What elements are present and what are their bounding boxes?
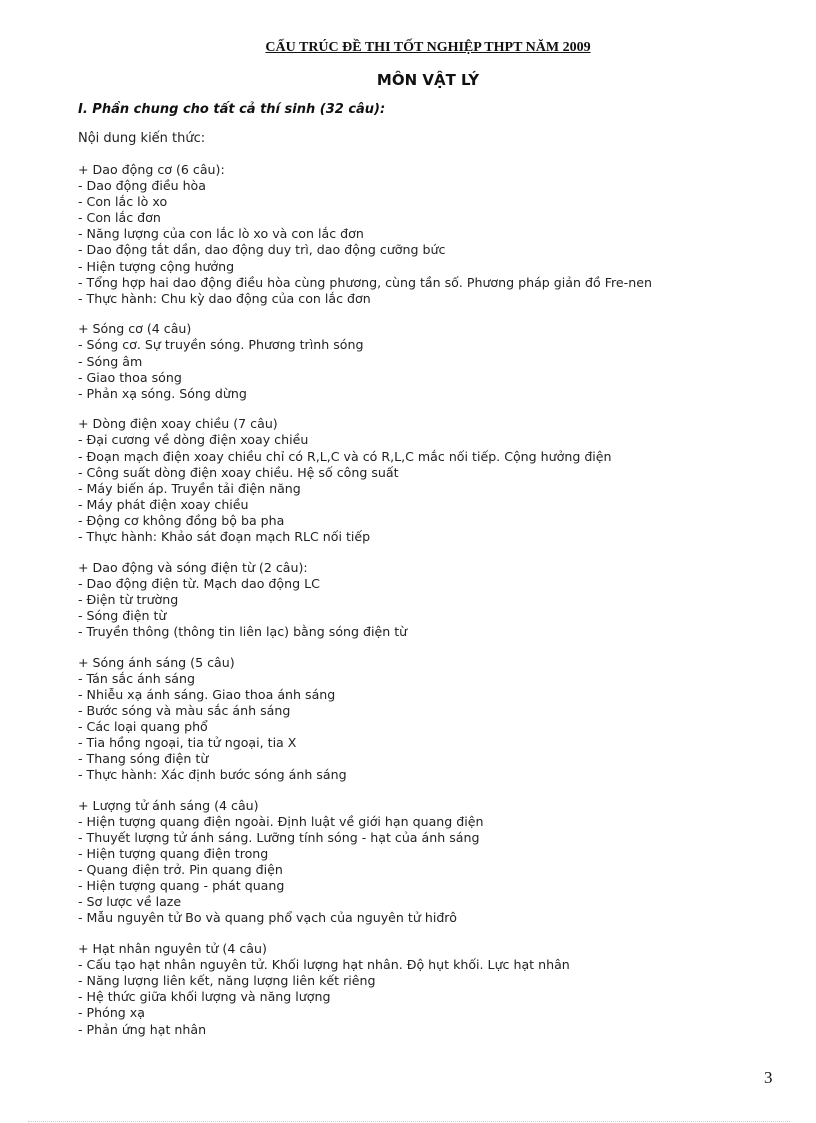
syllabus-section	[78, 560, 778, 640]
section-heading: + Hạt nhân nguyên tử (4 câu)	[78, 941, 267, 957]
section-heading: + Dòng điện xoay chiều (7 câu)	[78, 416, 278, 432]
list-item: - Đoạn mạch điện xoay chiều chỉ có R,L,C và có R,L,C mắc nối tiếp. Cộng hưởng điện	[78, 448, 612, 464]
list-item: - Phản ứng hạt nhân	[78, 1021, 207, 1037]
list-item: - Con lắc đơn	[78, 210, 161, 226]
section-heading: + Lượng tử ánh sáng (4 câu)	[78, 797, 259, 813]
list-item: - Phóng xạ	[78, 1005, 145, 1021]
page-bottom-divider	[28, 1121, 790, 1122]
list-item: - Con lắc lò xo	[78, 194, 168, 210]
list-item: - Sóng điện từ	[78, 607, 167, 623]
list-item: - Hệ thức giữa khối lượng và năng lượng	[78, 989, 331, 1005]
syllabus-section	[78, 321, 778, 401]
list-item: - Mẫu nguyên tử Bo và quang phổ vạch của nguyên tử hiđrô	[78, 910, 457, 926]
list-item: - Giao thoa sóng	[78, 369, 182, 385]
list-item: - Máy biến áp. Truyền tải điện năng	[78, 480, 301, 496]
section-heading: + Dao động cơ (6 câu):	[78, 162, 225, 177]
list-item: - Thang sóng điện từ	[78, 751, 209, 767]
list-item: - Sơ lược về laze	[78, 894, 182, 910]
list-item: - Công suất dòng điện xoay chiều. Hệ số công suất	[78, 464, 399, 480]
section-heading: + Sóng ánh sáng (5 câu)	[78, 654, 235, 670]
list-item: - Tổng hợp hai dao động điều hòa cùng phương, cùng tần số. Phương pháp giản đồ Fre-nen	[78, 274, 652, 290]
section-heading: + Sóng cơ (4 câu)	[78, 321, 192, 337]
list-item: - Hiện tượng quang - phát quang	[78, 878, 285, 894]
list-item: - Sóng âm	[78, 353, 143, 369]
syllabus-section	[78, 655, 778, 784]
list-item: - Tán sắc ánh sáng	[78, 670, 196, 686]
list-item: - Phản xạ sóng. Sóng dừng	[78, 385, 247, 401]
list-item: - Các loại quang phổ	[78, 718, 208, 734]
list-item: - Hiện tượng cộng hưởng	[78, 258, 235, 274]
list-item: - Dao động điều hòa	[78, 178, 206, 194]
list-item: - Dao động tắt dần, dao động duy trì, dao động cưỡng bức	[78, 242, 446, 258]
list-item: - Sóng cơ. Sự truyền sóng. Phương trình sóng	[78, 337, 364, 353]
list-item: - Thực hành: Xác định bước sóng ánh sáng	[78, 767, 347, 783]
part-heading: I. Phần chung cho tất cả thí sinh (32 câu):	[78, 102, 386, 117]
list-item: - Quang điện trở. Pin quang điện	[78, 862, 283, 878]
list-item: - Cấu tạo hạt nhân nguyên tử. Khối lượng hạt nhân. Độ hụt khối. Lực hạt nhân	[78, 957, 570, 973]
intro-text: Nội dung kiến thức:	[78, 131, 206, 146]
list-item: - Thuyết lượng tử ánh sáng. Lưỡng tính sóng - hạt của ánh sáng	[78, 829, 480, 845]
syllabus-section	[78, 798, 778, 927]
document-title: CẤU TRÚC ĐỀ THI TỐT NGHIỆP THPT NĂM 2009	[265, 40, 591, 55]
page-number: 3	[764, 1068, 773, 1087]
list-item: - Truyền thông (thông tin liên lạc) bằng sóng điện từ	[78, 623, 408, 639]
syllabus-section	[78, 941, 778, 1038]
list-item: - Hiện tượng quang điện trong	[78, 846, 269, 862]
document-subtitle: MÔN VẬT LÝ	[376, 71, 480, 89]
list-item: - Hiện tượng quang điện ngoài. Định luật về giới hạn quang điện	[78, 813, 484, 829]
syllabus-section	[78, 162, 778, 307]
list-item: - Năng lượng của con lắc lò xo và con lắc đơn	[78, 226, 364, 242]
list-item: - Thực hành: Khảo sát đoạn mạch RLC nối tiếp	[78, 528, 371, 544]
list-item: - Điện từ trường	[78, 591, 179, 607]
syllabus-section	[78, 416, 778, 545]
list-item: - Nhiễu xạ ánh sáng. Giao thoa ánh sáng	[78, 686, 336, 702]
list-item: - Động cơ không đồng bộ ba pha	[78, 512, 285, 528]
list-item: - Tia hồng ngoại, tia tử ngoại, tia X	[78, 735, 297, 750]
list-item: - Đại cương về dòng điện xoay chiều	[78, 432, 309, 448]
syllabus-sections	[78, 162, 778, 1052]
list-item: - Năng lượng liên kết, năng lượng liên kết riêng	[78, 973, 376, 989]
list-item: - Bước sóng và màu sắc ánh sáng	[78, 702, 291, 718]
section-heading: + Dao động và sóng điện từ (2 câu):	[78, 559, 308, 575]
list-item: - Máy phát điện xoay chiều	[78, 496, 249, 512]
list-item: - Thực hành: Chu kỳ dao động của con lắc đơn	[78, 290, 371, 306]
list-item: - Dao động điện từ. Mạch dao động LC	[78, 575, 320, 591]
